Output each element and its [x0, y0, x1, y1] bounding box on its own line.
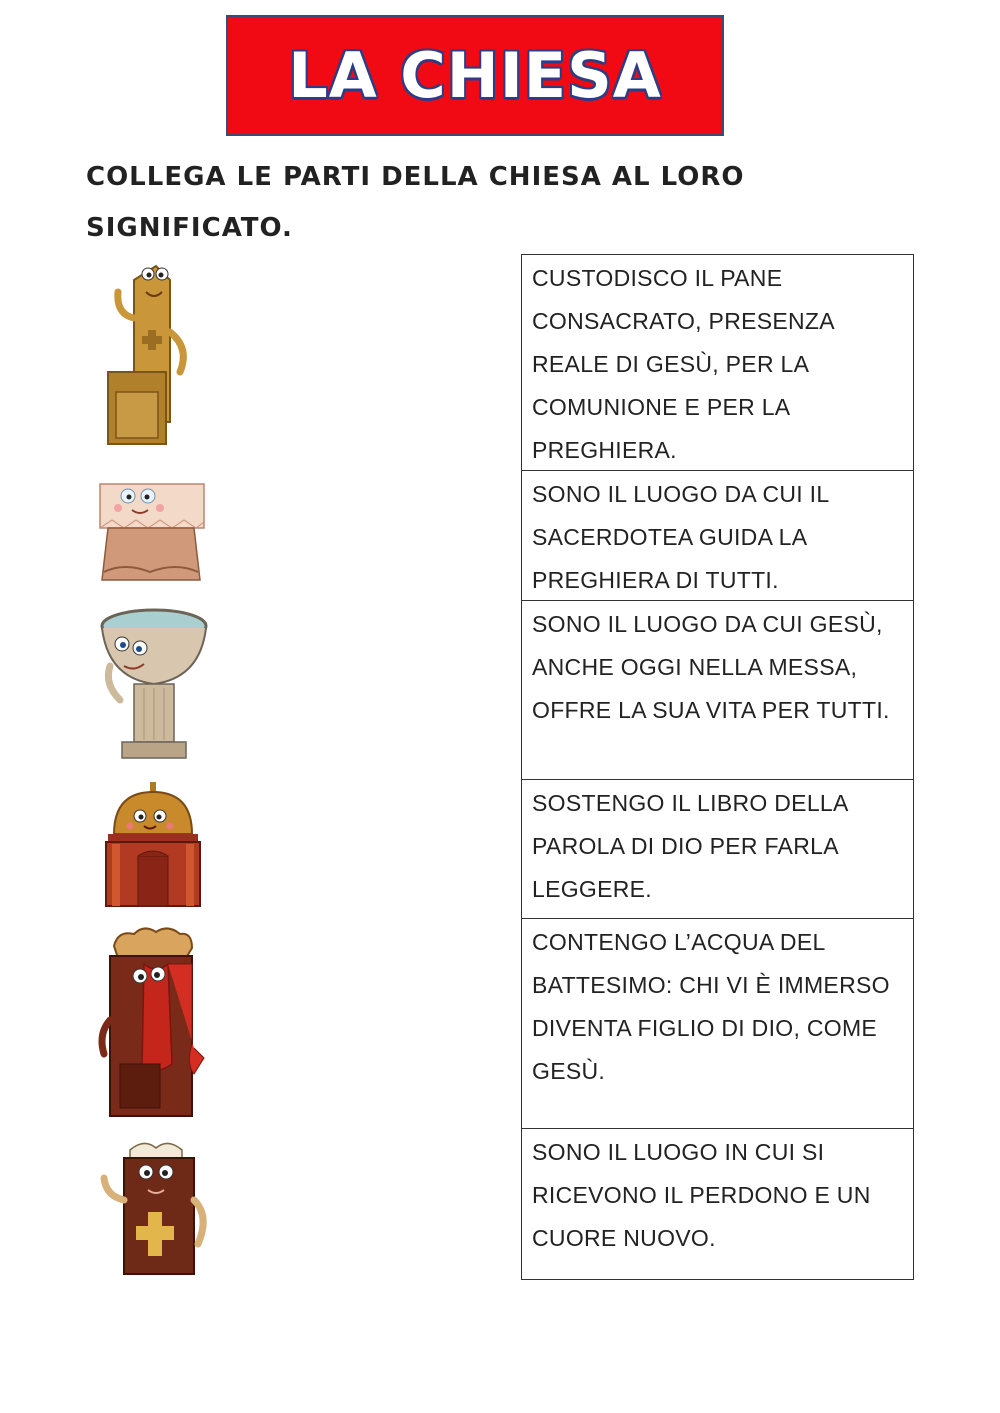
page-title: LA CHIESA	[288, 39, 662, 112]
altar-icon	[94, 476, 214, 591]
meaning-box: SONO IL LUOGO DA CUI IL SACERDOTEA GUIDA LA PREGHIERA DI TUTTI.	[521, 470, 914, 601]
title-banner	[226, 15, 724, 136]
tabernacle-icon	[94, 782, 214, 912]
meaning-box: CONTENGO L’ACQUA DEL BATTESIMO: CHI VI È IMMERSO DIVENTA FIGLIO DI DIO, COME GESÙ.	[521, 918, 914, 1129]
picture-presider-chair	[94, 252, 214, 452]
picture-ambo	[94, 1134, 219, 1279]
presider-chair-icon	[94, 252, 214, 452]
baptismal-font-icon	[94, 604, 214, 774]
meaning-box: CUSTODISCO IL PANE CONSACRATO, PRESENZA REALE DI GESÙ, PER LA COMUNIONE E PER LA PREGHIERA.	[521, 254, 914, 471]
meaning-box: SONO IL LUOGO IN CUI SI RICEVONO IL PERDONO E UN CUORE NUOVO.	[521, 1128, 914, 1280]
picture-baptismal-font	[94, 604, 214, 774]
picture-confessional	[94, 924, 219, 1124]
picture-tabernacle	[94, 782, 214, 912]
ambo-icon	[94, 1134, 219, 1279]
meaning-box: SONO IL LUOGO DA CUI GESÙ, ANCHE OGGI NELLA MESSA, OFFRE LA SUA VITA PER TUTTI.	[521, 600, 914, 780]
confessional-icon	[94, 924, 219, 1124]
meaning-box: SOSTENGO IL LIBRO DELLA PAROLA DI DIO PER FARLA LEGGERE.	[521, 779, 914, 919]
picture-altar	[94, 476, 214, 591]
instruction-text: COLLEGA LE PARTI DELLA CHIESA AL LORO SIGNIFICATO.	[86, 162, 745, 243]
